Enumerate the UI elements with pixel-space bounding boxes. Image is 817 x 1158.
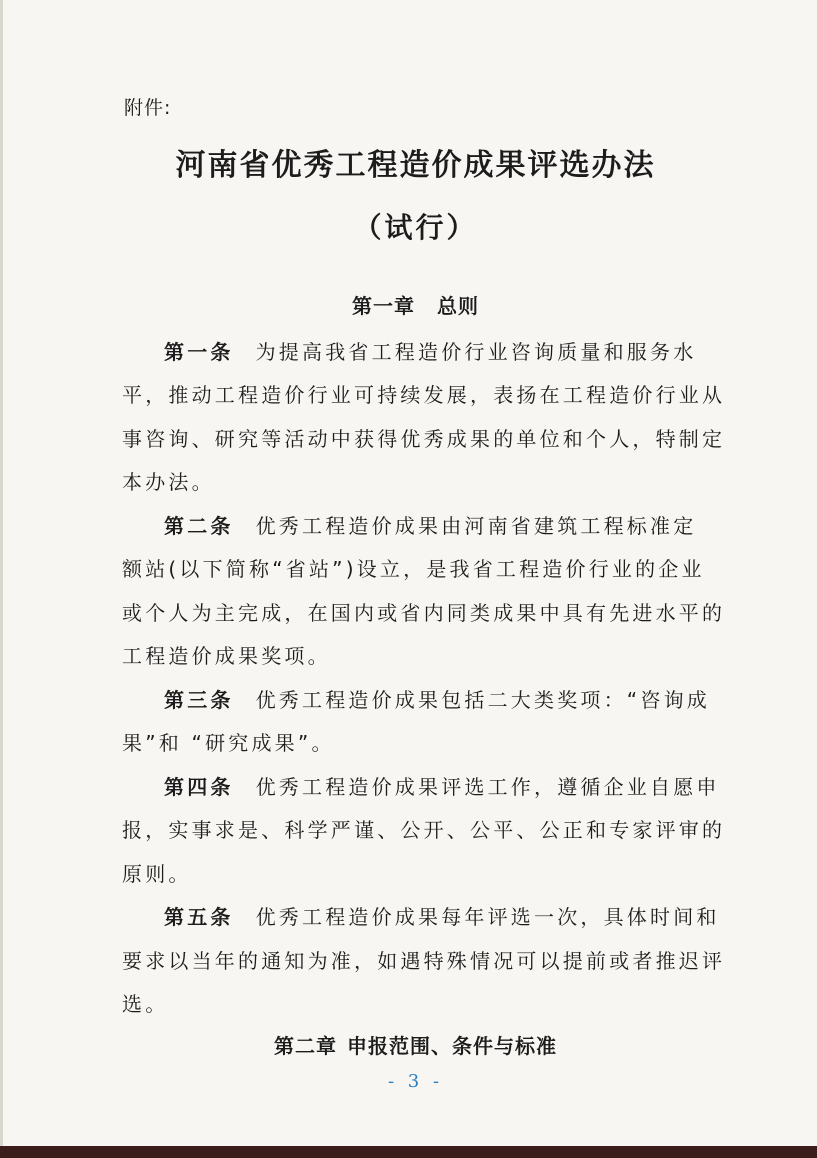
article-4-line-3: 原则。 [122,862,192,886]
article-4-line-1 [164,771,720,800]
article-2-text-1: 优秀工程造价成果由河南省建筑工程标准定 [255,514,697,538]
attachment-label: 附件: [124,97,172,119]
article-1-text-1: 为提高我省工程造价行业咨询质量和服务水 [255,340,697,364]
page-number: - 3 - [387,1071,444,1092]
chapter-2-name: 申报范围、条件与标准 [347,1034,557,1058]
article-1-line-2: 平，推动工程造价行业可持续发展，表扬在工程造价行业从 [122,383,726,407]
chapter-2-number: 第二章 [274,1034,337,1058]
chapter-1-number: 第一章 [352,294,415,318]
article-2-line-3: 或个人为主完成，在国内或省内同类成果中具有先进水平的 [122,601,726,625]
article-1-line-3: 事咨询、研究等活动中获得优秀成果的单位和个人，特制定 [122,427,726,451]
article-3-text-1: 优秀工程造价成果包括二大类奖项：“咨询成 [255,688,710,712]
chapter-2-heading [0,1030,817,1059]
article-2-line-2: 额站(以下简称“省站”)设立，是我省工程造价行业的企业 [122,557,705,581]
article-3-line-1 [164,684,710,713]
article-3-number: 第三条 [164,688,234,712]
article-4-number: 第四条 [164,775,234,799]
article-2-line-4: 工程造价成果奖项。 [122,644,331,668]
article-1-number: 第一条 [164,340,234,364]
article-3-line-2: 果”和 “研究成果”。 [122,731,335,755]
article-5-line-1 [164,901,720,930]
article-2-line-1 [164,510,697,539]
article-2-number: 第二条 [164,514,234,538]
document-subtitle: （试行） [353,211,478,244]
article-5-line-2: 要求以当年的通知为准，如遇特殊情况可以提前或者推迟评 [122,949,726,973]
chapter-1-heading [0,290,817,319]
article-1-line-1 [164,336,697,365]
article-4-line-2: 报，实事求是、科学严谨、公开、公平、公正和专家评审的 [122,818,726,842]
scan-bottom-edge [0,1146,817,1158]
article-1-line-4: 本办法。 [122,470,215,494]
article-4-text-1: 优秀工程造价成果评选工作，遵循企业自愿申 [255,775,720,799]
article-5-text-1: 优秀工程造价成果每年评选一次，具体时间和 [255,905,720,929]
article-5-line-3: 选。 [122,992,169,1016]
document-title: 河南省优秀工程造价成果评选办法 [175,148,656,183]
chapter-1-name: 总则 [437,294,479,318]
article-5-number: 第五条 [164,905,234,929]
